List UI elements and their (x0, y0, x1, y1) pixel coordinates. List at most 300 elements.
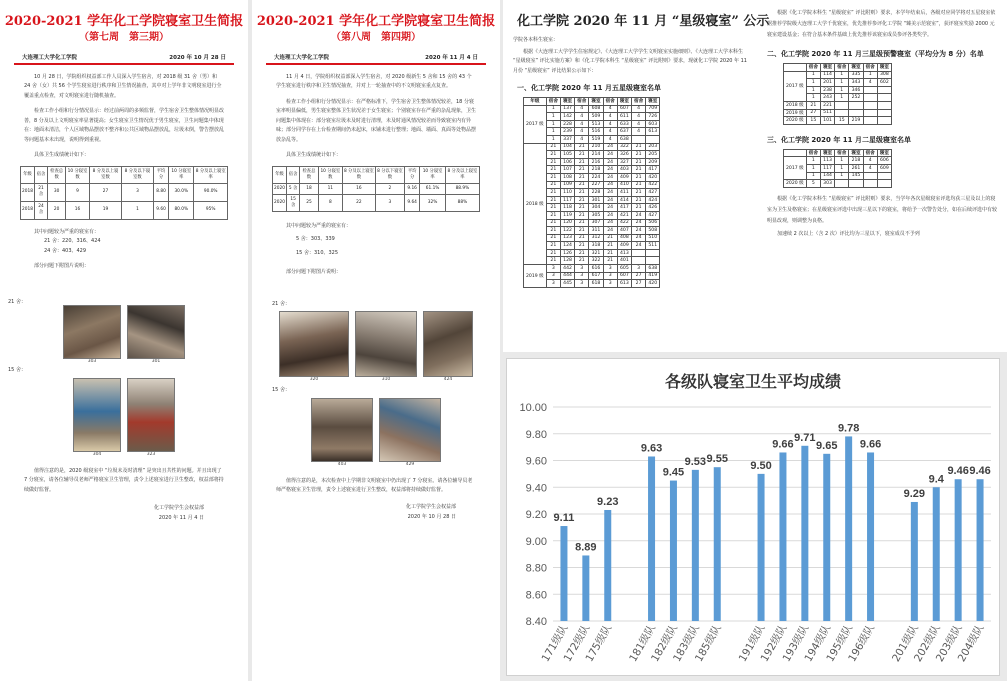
table-cell: 101 (820, 117, 834, 125)
table-cell: 22 (342, 194, 375, 211)
table-cell: 24 (603, 219, 617, 227)
table-row (784, 109, 892, 117)
photo-block (63, 305, 121, 364)
three-star-table (783, 63, 892, 125)
photo-block (73, 378, 121, 457)
table-cell: 25 (300, 194, 318, 211)
table-row (524, 143, 660, 151)
dorm-label: 15 舍： (272, 387, 290, 393)
y-tick-label: 8.40 (525, 616, 547, 628)
table-cell: 24 (603, 189, 617, 197)
y-tick-label: 8.60 (525, 589, 547, 602)
table-cell: 1 (806, 79, 820, 87)
table-header-cell: 年级 (273, 166, 287, 183)
table-cell (631, 257, 645, 265)
table-cell: 228 (560, 120, 574, 128)
table-row (524, 105, 660, 113)
bar (582, 555, 589, 621)
bar (845, 436, 852, 621)
table-cell: 318 (589, 242, 603, 250)
data-label: 9.55 (706, 453, 728, 466)
table-cell: 243 (820, 94, 834, 102)
table-cell: 106 (560, 158, 574, 166)
table-cell: 224 (589, 173, 603, 181)
table-cell (863, 109, 877, 117)
dorm-photo (279, 311, 349, 377)
table-cell: 61.1% (420, 183, 445, 194)
grade-cell: 2018 级 (524, 143, 547, 265)
section-heading: 二、化工学院 2020 年 11 月三星级预警寝室（平均分为 8 分）名单 (767, 50, 984, 58)
table-cell (863, 180, 877, 188)
table-header-cell: 宿舍 (835, 64, 849, 72)
x-tick-label: 196级队 (846, 622, 878, 665)
stat-table (20, 166, 228, 220)
y-tick-label: 8.80 (525, 562, 547, 575)
table-cell: 24 (603, 158, 617, 166)
table-header-cell: 平均分 (153, 166, 168, 183)
table-cell: 638 (617, 135, 631, 143)
table-cell: 4 (603, 120, 617, 128)
table-cell: 9.60 (153, 201, 168, 219)
table-cell: 24 (631, 227, 645, 235)
table-cell: 618 (589, 280, 603, 288)
table-cell: 322 (589, 257, 603, 265)
table-cell: 1 (835, 172, 849, 180)
table-cell: 506 (646, 219, 660, 227)
table-row (273, 183, 480, 194)
table-cell: 1 (835, 86, 849, 94)
photo-caption: 310 (381, 377, 391, 382)
table-cell: 21 (546, 181, 560, 189)
table-cell: 21 (546, 189, 560, 197)
bar (823, 454, 830, 621)
table-cell: 24 (603, 166, 617, 174)
table-header-row (784, 64, 892, 72)
table-cell: 21 (575, 249, 589, 257)
table-header-cell: 宿舍 (806, 64, 820, 72)
data-label: 9.66 (772, 438, 794, 451)
table-cell: 24 (631, 234, 645, 242)
table-cell: 1 (546, 135, 560, 143)
data-label: 9.11 (553, 512, 575, 525)
x-tick-label: 182级队 (649, 622, 681, 665)
table-cell: 16 (66, 201, 90, 219)
data-label: 9.65 (816, 439, 838, 452)
table-cell (877, 172, 891, 180)
three-star-body (784, 71, 892, 124)
x-tick-label: 192级队 (758, 622, 790, 665)
section-heading: 一、化工学院 2020 年 11 月五星级寝室名单 (517, 84, 661, 92)
table-header-cell: 8 分及以上寝室率 (194, 166, 228, 183)
table-header-cell: 宿舍 (835, 149, 849, 157)
table-cell: 24 (603, 227, 617, 235)
report-header-row (274, 53, 478, 61)
table-header-cell: 10 分寝室数 (318, 166, 342, 183)
x-tick-label: 171级队 (539, 622, 571, 665)
table-cell: 124 (560, 242, 574, 250)
table-cell: 21 (546, 234, 560, 242)
table-cell: 417 (617, 204, 631, 212)
y-tick-label: 9.80 (525, 428, 547, 441)
table-cell: 403 (617, 166, 631, 174)
table-header-row (21, 166, 228, 183)
report-subtitle: （第八周 第四期） (331, 32, 421, 43)
stat-intro: 具体卫生成绩统计如下： (34, 152, 90, 158)
table-cell: 219 (849, 117, 863, 125)
table-cell: 608 (589, 105, 603, 113)
table-cell: 4 (603, 113, 617, 121)
table-cell: 4 (631, 120, 645, 128)
bar (867, 452, 874, 621)
grade-cell: 2017 级 (524, 105, 547, 143)
table-cell: 21 (575, 234, 589, 242)
signoff-date: 2020 年 11 月 4 日 (158, 515, 204, 521)
table-header-cell: 寝室 (617, 98, 631, 106)
table-cell: 413 (617, 249, 631, 257)
table-cell: 24 舍 (34, 201, 47, 219)
table-cell: 617 (589, 272, 603, 280)
table-cell: 1 (806, 172, 820, 180)
table-header-cell: 寝室 (646, 98, 660, 106)
table-header-cell: 宿舍 (806, 149, 820, 157)
x-tick-label: 193级队 (780, 622, 812, 665)
table-cell: 21 (575, 242, 589, 250)
table-header-row (784, 149, 892, 157)
stat-intro: 具体卫生成绩统计如下： (286, 152, 342, 158)
table-cell: 221 (820, 101, 834, 109)
table-cell: 1 (863, 71, 877, 79)
chart-title: 各级队寝室卫生平均成绩 (664, 372, 841, 391)
table-cell: 414 (617, 196, 631, 204)
data-label: 9.45 (662, 466, 685, 479)
table-header-cell: 寝室 (820, 64, 834, 72)
table-cell: 606 (877, 157, 891, 165)
report-subtitle: （第七周 第三期） (79, 32, 169, 43)
table-cell: 321 (589, 249, 603, 257)
table-cell: 24 (603, 204, 617, 212)
bar (604, 510, 611, 621)
table-cell: 519 (589, 135, 603, 143)
table-header-cell: 8 分以下寝室数 (375, 166, 404, 183)
table-cell: 337 (560, 135, 574, 143)
table-cell: 1 (806, 71, 820, 79)
report-date: 2020 年 10 月 28 日 (169, 55, 226, 61)
table-cell: 126 (560, 249, 574, 257)
x-tick-label: 194级队 (802, 622, 834, 665)
photo-caption: 320 (309, 377, 319, 382)
table-cell: 1 (835, 79, 849, 87)
photo-intro: 部分问题下附图片说明： (286, 269, 342, 275)
table-cell: 201 (820, 79, 834, 87)
red-divider (14, 63, 234, 65)
table-cell: 21 (575, 211, 589, 219)
table-cell: 409 (617, 242, 631, 250)
table-cell: 21 (575, 151, 589, 159)
table-cell: 80.0% (169, 201, 194, 219)
table-cell: 137 (560, 105, 574, 113)
bar (758, 474, 765, 621)
table-header-cell: 年级 (21, 166, 35, 183)
table-cell: 4 (631, 113, 645, 121)
photo-block (311, 398, 373, 467)
table-cell: 24 (603, 143, 617, 151)
table-cell: 15 (806, 117, 820, 125)
x-tick-label: 201级队 (890, 622, 921, 665)
grade-cell: 2020 级 (784, 117, 807, 125)
table-header-cell (784, 64, 807, 72)
table-cell: 4 (575, 120, 589, 128)
table-cell: 312 (589, 234, 603, 242)
table-cell: 21 (575, 143, 589, 151)
table-cell: 120 (560, 219, 574, 227)
table-cell: 1 (835, 71, 849, 79)
table-cell: 1 (835, 94, 849, 102)
table-cell: 21 (575, 181, 589, 189)
table-cell: 422 (646, 181, 660, 189)
two-star-table (783, 149, 892, 188)
data-label: 9.71 (794, 431, 816, 444)
table-cell: 308 (877, 71, 891, 79)
table-cell: 609 (877, 164, 891, 172)
table-cell: 4 (631, 128, 645, 136)
x-tick-label: 202级队 (911, 622, 943, 665)
dorm-photo (423, 311, 473, 377)
table-cell: 616 (589, 265, 603, 273)
data-label: 9.4 (928, 473, 944, 486)
table-cell: 444 (560, 272, 574, 280)
table-cell: 1 (806, 157, 820, 165)
dorm-photo (311, 398, 373, 462)
grade-cell: 2019 级 (784, 109, 807, 117)
x-tick-label: 203级队 (933, 622, 965, 665)
table-cell: 8.80 (153, 183, 168, 201)
table-cell: 3 (122, 183, 154, 201)
table-cell: 24 (631, 219, 645, 227)
table-cell: 203 (646, 143, 660, 151)
table-cell: 21 (546, 143, 560, 151)
table-cell: 144 (820, 172, 834, 180)
table-row (784, 71, 892, 79)
table-header-cell: 宿舍 (575, 98, 589, 106)
bar (648, 456, 655, 621)
table-cell: 322 (617, 143, 631, 151)
notice-left-column (503, 36, 759, 288)
table-header-cell: 寝室 (877, 64, 891, 72)
table-cell (863, 172, 877, 180)
table-cell (863, 94, 877, 102)
table-cell: 1 (546, 128, 560, 136)
table-cell (877, 117, 891, 125)
table-cell: 426 (646, 204, 660, 212)
table-cell: 305 (589, 211, 603, 219)
table-cell: 9.16 (404, 183, 419, 194)
data-label: 9.29 (903, 487, 926, 500)
table-cell: 21 (631, 204, 645, 212)
problem-item: 15 舍：310、325 (296, 249, 339, 256)
table-cell: 21 (546, 204, 560, 212)
grade-cell: 2017 级 (784, 71, 807, 101)
x-tick-label: 185级队 (692, 622, 724, 665)
table-row (784, 157, 892, 165)
grade-cell: 2017 级 (784, 157, 807, 180)
table-cell: 516 (589, 128, 603, 136)
report-week8 (252, 0, 500, 681)
table-cell: 303 (820, 180, 834, 188)
table-cell: 2020 (273, 183, 287, 194)
table-cell: 27 (631, 272, 645, 280)
data-label: 9.66 (859, 438, 882, 451)
bar (670, 481, 677, 621)
table-cell: 27 (806, 109, 820, 117)
data-label: 9.46 (947, 465, 969, 478)
table-cell: 18 (300, 183, 318, 194)
table-cell: 513 (589, 120, 603, 128)
table-cell: 301 (589, 196, 603, 204)
paragraph: 值得注意的是，本次检查中上学期非文明寝室中仍出现了 7 分寝室。请各位辅导员老师严格寝室卫生管理，责令上述寝室进行卫生整改，权益部将持续做好监督。 (276, 477, 473, 493)
table-cell: 24 (603, 181, 617, 189)
table-cell: 613 (646, 128, 660, 136)
table-cell: 607 (617, 105, 631, 113)
table-header-cell: 10 分寝室率 (420, 166, 445, 183)
table-header-row (273, 166, 480, 183)
table-header-cell: 寝室 (589, 98, 603, 106)
bar (955, 479, 962, 621)
table-cell: 4 (575, 128, 589, 136)
problem-item: 5 舍：303、339 (296, 236, 335, 242)
photo-block (127, 305, 185, 364)
photo-caption: 403 (337, 461, 347, 467)
notice-paragraph: 根据《化工学院本科生 “星级寝室” 评比附则》要求，当学年各次星级寝室评选均获三星及以上的寝室为卫生及格寝室；在星级寝室评选中出现三星以下的寝室，将给予一次警告处分，如在后续评选中有较明显改观，则调整为良格。 (767, 195, 998, 224)
signoff (0, 503, 204, 523)
table-cell: 88.9% (445, 183, 479, 194)
photo-row (0, 305, 248, 364)
table-cell: 4 (575, 113, 589, 121)
table-cell: 123 (560, 234, 574, 242)
dorm-photo (355, 311, 417, 377)
y-tick-label: 9.60 (525, 455, 547, 468)
red-divider (266, 63, 486, 65)
table-cell: 21 (546, 166, 560, 174)
table-header-cell: 宿舍 (546, 98, 560, 106)
table-cell: 3 (546, 265, 560, 273)
table-cell (877, 101, 891, 109)
table-cell: 21 (603, 234, 617, 242)
table-cell: 21 (631, 151, 645, 159)
photo-caption: 323 (146, 451, 156, 457)
table-cell: 401 (617, 257, 631, 265)
bar (911, 502, 918, 621)
table-cell: 726 (646, 113, 660, 121)
table-cell: 142 (560, 113, 574, 121)
table-cell: 335 (849, 71, 863, 79)
table-cell: 21 (546, 257, 560, 265)
table-row (784, 101, 892, 109)
table-cell: 3 (575, 272, 589, 280)
table-header-cell: 8 分及以上寝室率 (445, 166, 479, 183)
table-header-cell: 检查总数 (48, 166, 66, 183)
table-cell: 511 (820, 109, 834, 117)
table-cell: 227 (589, 181, 603, 189)
table-header-cell: 宿舍 (631, 98, 645, 106)
star-dorm-notice (503, 0, 1007, 352)
report-header-row (22, 53, 226, 61)
table-cell: 422 (617, 219, 631, 227)
table-cell: 24 (631, 211, 645, 219)
table-header-cell: 8 分及以上寝室数 (342, 166, 375, 183)
photo-intro: 部分问题下附图片说明： (34, 263, 90, 269)
table-cell: 261 (849, 164, 863, 172)
table-cell: 15 (835, 117, 849, 125)
report-week7 (0, 0, 248, 681)
table-cell: 21 (631, 189, 645, 197)
table-cell: 5 (806, 180, 820, 188)
table-row (784, 117, 892, 125)
table-cell: 637 (617, 128, 631, 136)
table-cell: 1 (546, 113, 560, 121)
table-cell: 21 (575, 173, 589, 181)
photo-caption: 429 (405, 461, 415, 467)
table-cell: 238 (820, 86, 834, 94)
table-cell: 2018 (21, 201, 35, 219)
dorm-photo (127, 378, 175, 452)
table-cell: 21 (546, 173, 560, 181)
table-cell: 218 (589, 166, 603, 174)
table-cell: 307 (589, 219, 603, 227)
table-cell (835, 101, 849, 109)
report-title: 2020-2021 学年化工学院寝室卫生简报 (256, 14, 496, 29)
table-cell: 2018 (21, 183, 35, 201)
table-cell: 3 (575, 280, 589, 288)
table-cell: 4 (603, 105, 617, 113)
table-cell: 27 (89, 183, 121, 201)
table-cell (849, 180, 863, 188)
table-cell: 21 (575, 189, 589, 197)
paragraph: 检查工作小组和行分情况显示：在严格标准下，学生宿舍卫生整体情况较差，18 分寝室率明显偏低，男生寝室整体卫生状况差于女生寝室；个别寝室存在严重的杂乱现象，卫生问题集中体现在：部分寝室垃圾未及时进行清理，未及时通风情况较差而导致寝室内有异味；部分同学存在上台检查期间仍未起床，床铺未进行整理；地面、墙面、真面等处物品摆放杂乱等。 (276, 98, 477, 143)
table-cell: 21 舍 (34, 183, 47, 201)
report-title: 2020-2021 学年化工学院寝室卫生简报 (4, 14, 244, 29)
table-cell: 11 (318, 183, 342, 194)
table-cell: 21 (603, 257, 617, 265)
table-cell: 1 (806, 164, 820, 172)
table-cell: 3 (546, 272, 560, 280)
table-cell: 21 (575, 227, 589, 235)
table-cell: 1 (122, 201, 154, 219)
table-cell: 427 (646, 211, 660, 219)
table-cell: 218 (849, 157, 863, 165)
problem-item: 24 舍：403、429 (44, 247, 87, 254)
table-cell: 239 (560, 128, 574, 136)
table-cell: 343 (849, 79, 863, 87)
table-cell: 409 (617, 173, 631, 181)
bar (977, 479, 984, 621)
table-cell: 21 (575, 204, 589, 212)
table-cell: 21 (575, 166, 589, 174)
table-cell: 407 (617, 227, 631, 235)
bar (801, 446, 808, 621)
table-cell: 30.0% (169, 183, 194, 201)
table-header-cell: 10 分寝室率 (169, 166, 194, 183)
signoff (252, 502, 456, 522)
table-cell (631, 135, 645, 143)
table-cell: 420 (646, 280, 660, 288)
table-cell: 8 (318, 194, 342, 211)
table-cell: 109 (560, 181, 574, 189)
photo-row (252, 311, 500, 382)
table-cell: 9 (66, 183, 90, 201)
table-header-cell: 寝室 (560, 98, 574, 106)
table-header-cell: 平均分 (404, 166, 419, 183)
table-cell: 1 (546, 105, 560, 113)
